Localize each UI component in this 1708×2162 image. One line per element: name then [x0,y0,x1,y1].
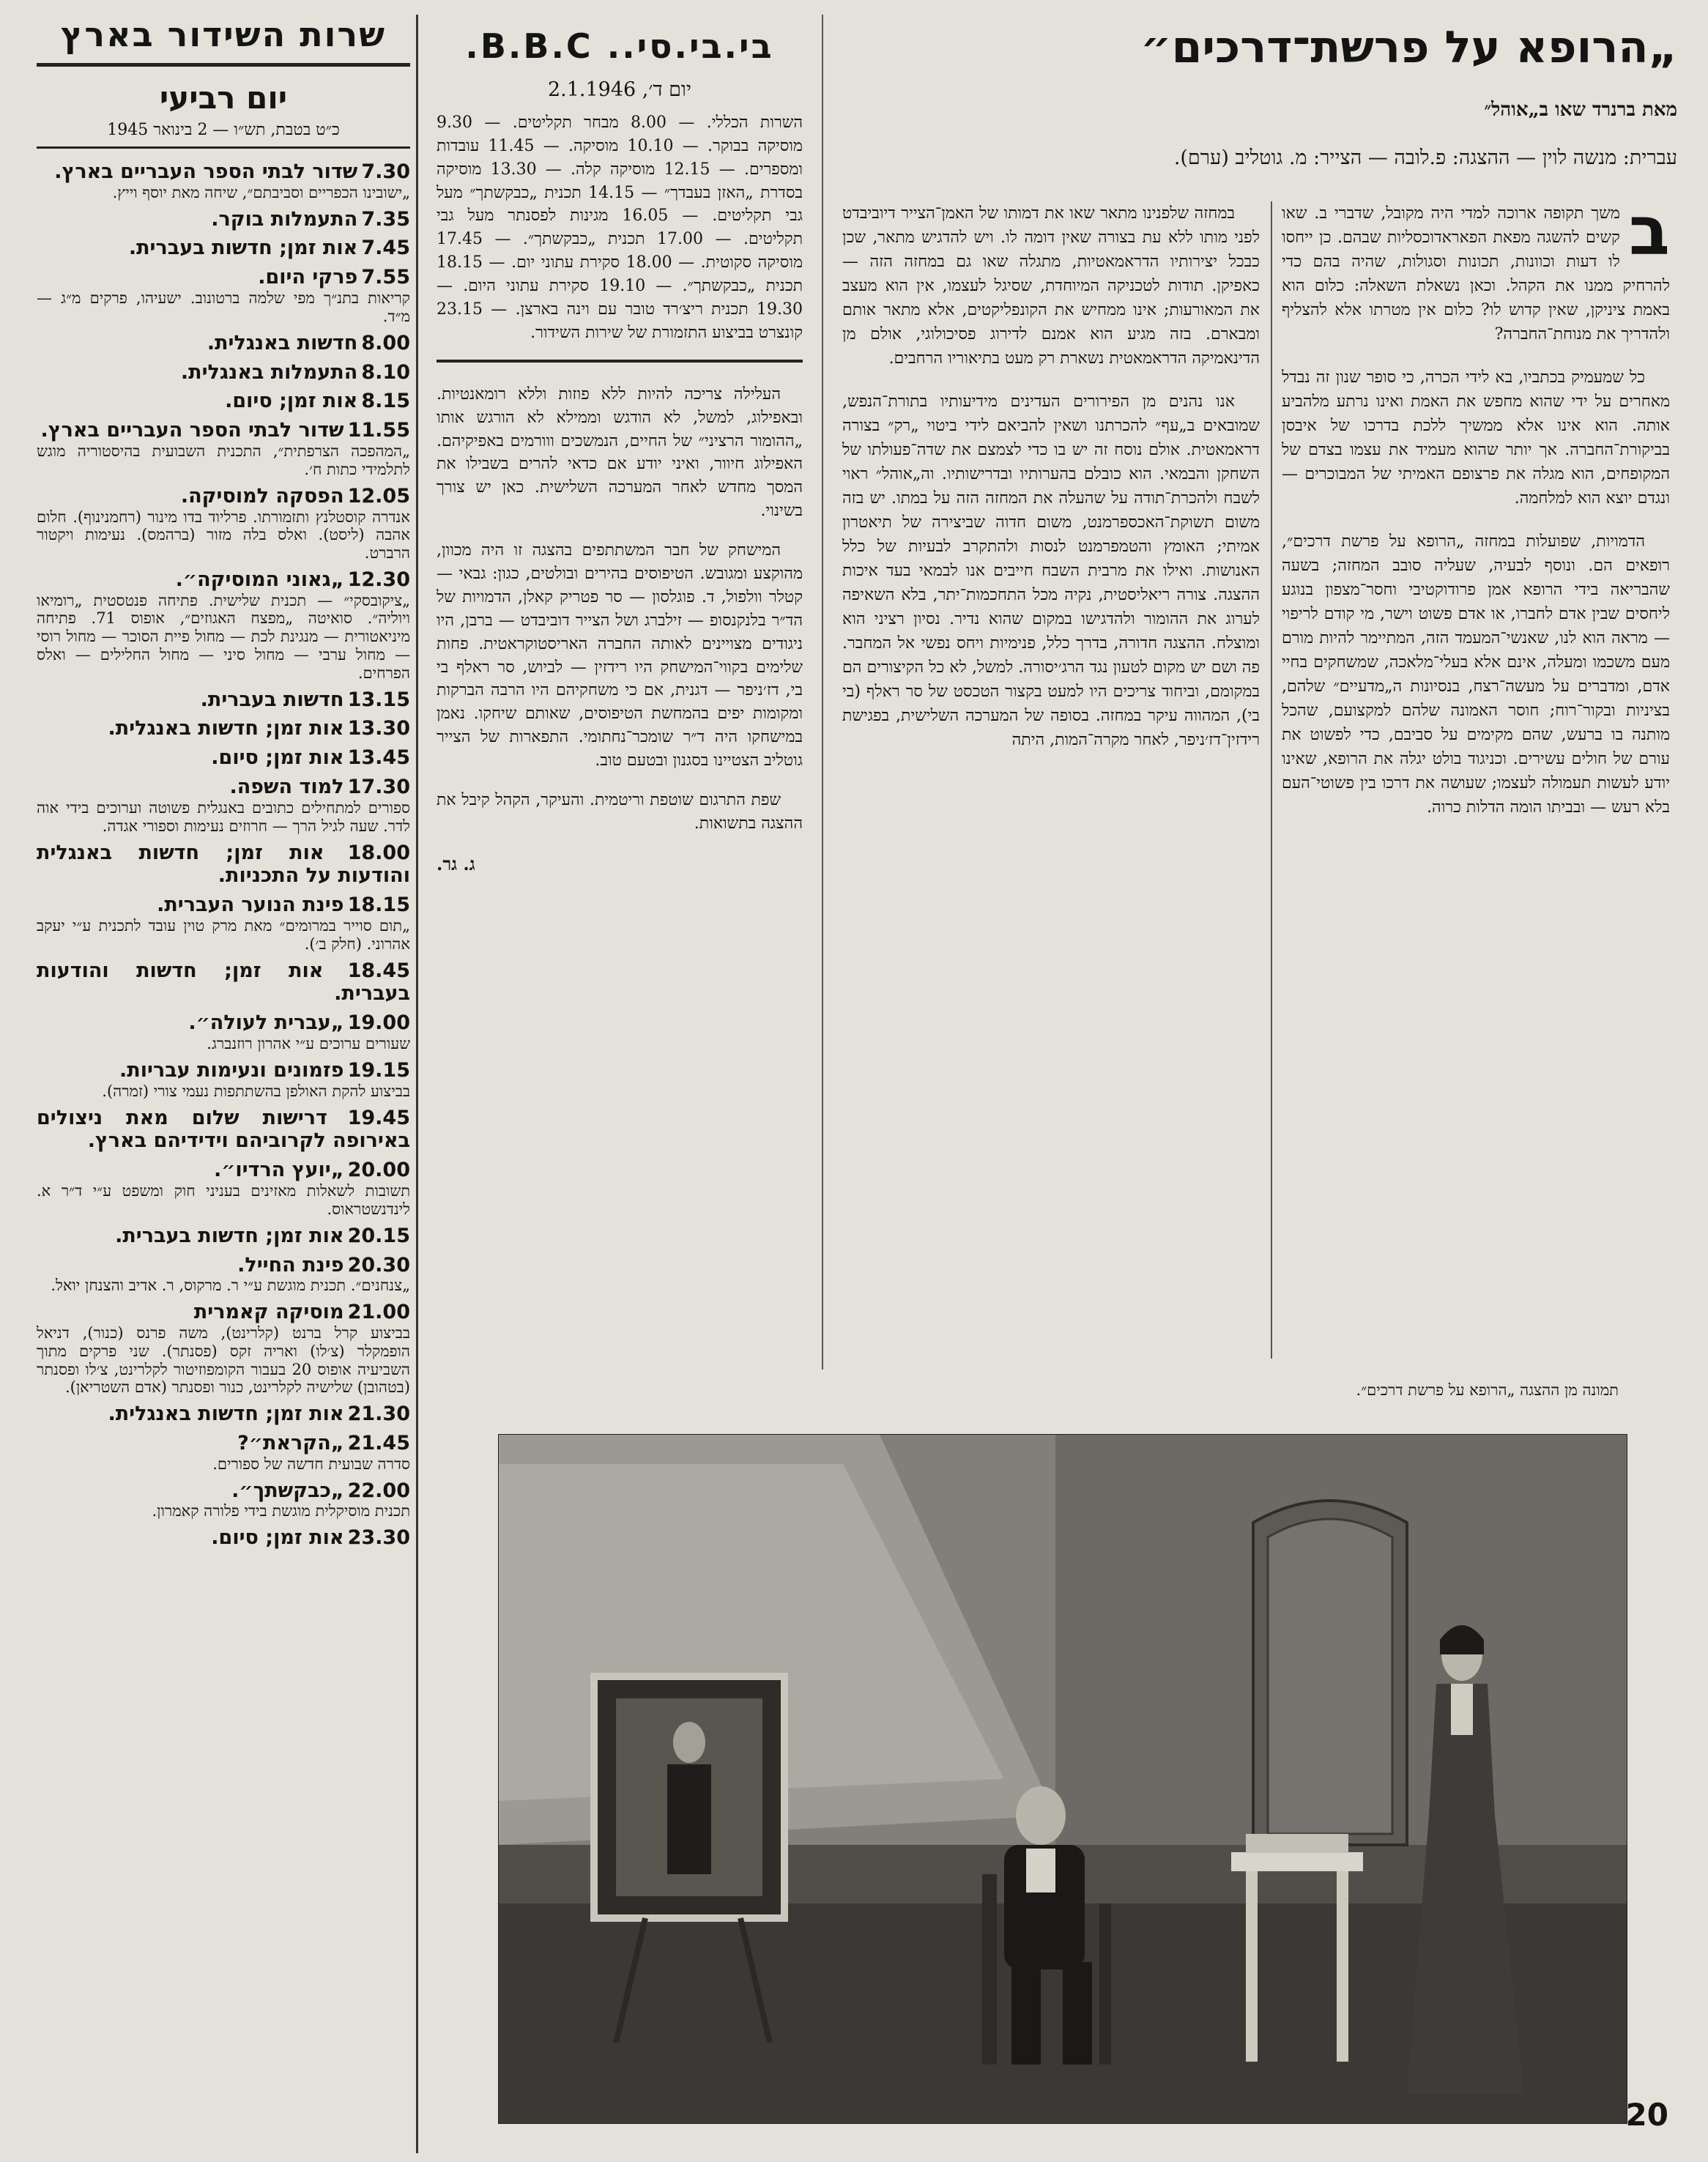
schedule-item-title: פינת החייל. [237,1253,344,1277]
schedule-item-time: 11.55 [347,419,410,442]
schedule-item-time: 13.30 [347,717,410,740]
schedule-item-time: 12.30 [347,568,410,591]
schedule-item [37,1159,410,1218]
photo-caption: תמונה מן ההצגה „הרופא על פרשת דרכים״. [1356,1381,1619,1399]
schedule-item-title: שדור לבתי הספר העבריים בארץ. [40,419,344,442]
schedule-item-title: חדשות בעברית. [200,688,344,711]
schedule-item [37,332,410,355]
schedule-item-time: 8.15 [361,390,410,413]
schedule-item-time: 18.45 [347,959,410,982]
schedule-item-time: 20.15 [347,1224,410,1247]
schedule-item-note: תכנית מוסיקלית מוגשת בידי פלורה קאמרון. [152,1502,410,1520]
schedule-item-title: אות זמן; חדשות באנגלית והודעות על התכניות. [37,841,410,888]
schedule-item-time: 13.45 [347,746,410,770]
schedule-item-time: 19.00 [347,1011,410,1035]
schedule-item-time: 7.35 [361,207,410,231]
schedule-item-time: 20.30 [347,1253,410,1277]
schedule-item-note: ספורים למתחילים כתובים באנגלית פשוטה וערוכים בידי אוה לדר. שעה לגיל הרך — חרוזים נעימות וספורי אגדה. [37,798,410,835]
schedule-item-note: „ישובינו הכפריים וסביבתם״, שיחה מאת יוסף וייץ. [112,183,410,201]
schedule-item-title: התעמלות באנגלית. [180,360,358,384]
article-column-1 [1282,192,1670,839]
schedule-item-title: „גאוני המוסיקה״. [175,568,344,591]
schedule-item [37,1011,410,1053]
article-column-2 [842,201,1260,771]
schedule-item-note: „תום סוייר במרומים״ מאת מרק טוין עובד לתכנית ע״י יעקב אהרוני. (חלק ב׳). [37,917,410,953]
schedule-item-title: פינת הנוער העברית. [157,894,344,917]
schedule-item [37,419,410,478]
schedule-item [37,390,410,413]
schedule-item [37,237,410,260]
schedule-item-title: אות זמן; סיום. [211,1526,344,1550]
page-number: 20 [1625,2097,1668,2133]
schedule-item [37,959,410,1006]
schedule-item [37,361,410,385]
schedule-item-time: 7.30 [361,160,410,183]
schedule-item-title: „עברית לעולה״. [188,1011,344,1035]
section-divider [437,360,803,363]
schedule-item-title: „יועץ הרדיו״. [213,1159,344,1182]
schedule-item [37,208,410,231]
schedule-item-time: 18.15 [347,894,410,917]
schedule-item [37,1526,410,1550]
review-paragraph: שפת התרגום שוטפת וריטמית. והעיקר, הקהל קיבל את ההצגה בתשואות. [437,790,803,833]
schedule-item-title: אות זמן; חדשות והודעות בעברית. [37,959,410,1006]
bbc-program-text: השרות הכללי. — 8.00 מבחר תקליטים. — 9.30 מוסיקה בבוקר. — 10.10 מוסיקה. — 11.45 עובדות ומספרים. — 12.15 מוסיקה קלה. — 13.30 מוסיקה בסדרת „האזן בעבדך״ — 14.15 תכנית „כבקשתך״ מעל גבי תקליטים. — 16.05 מגינות לפסנתר מעל גבי תקליטים. — 17.00 תכנית „כבקשתך״. — 17.45 מוסיקה סקוטית. — 18.00 סקירת עתוני יום. — 18.15 תכנית „כבקשתך״. — 19.10 סקירת עתוני היום. — 19.30 תכנית ריצ׳רד טובר עם וינה בארצן. — 23.15 קונצרט בביצוע התזמורת של שירות השידור. [437,113,803,342]
schedule-item-time: 13.15 [347,688,410,711]
column-divider [416,15,418,2153]
schedule-item-time: 21.30 [347,1403,410,1426]
review-paragraph: המישחק של חבר המשתתפים בהצגה זו היה מכוון, מהוקצע ומגובש. הטיפוסים בהירים ובולטים, כגון: גבאי — קטלר וולפול, ד. פוגלסון — סר פטריק קאלן, הדמויות של הד״ר בלנקנסופ — זילברג ושל הצייר דוביבדט — ברבן, היו ניגודים מצויינים לאותה החברה האריסטוקראטית. פחות שלימים בקווי־המישחק היו רידזין — לביוש, סר ראלף בי בי, דז׳ניפר — דגנית, אם כי משחקיהם היו הרבה הברקות ומקומות יפים בהמחשת הטיפוסים, שאותם שיחקו. נאמן במישחקו היה ד״ר שומכר־נחתומי. התפארות של הצייר גוטליב הצטיינו בסגנון ובטעם טוב. [437,541,803,770]
schedule-item-title: „כבקשתך״. [231,1479,344,1502]
schedule-item-note: תשובות לשאלות מאזינים בעניני חוק ומשפט ע״י ד״ר א. לינדנשטראוס. [37,1182,410,1218]
schedule-item-time: 18.00 [347,841,410,864]
schedule-item-time: 20.00 [347,1159,410,1182]
schedule-item [37,776,410,835]
schedule-item-title: התעמלות בוקר. [211,207,358,231]
schedule-item-time: 8.10 [361,360,410,384]
schedule-day: יום רביעי [159,80,288,116]
bbc-date: יום ד׳, 2.1.1946 [547,78,692,101]
schedule-item [37,568,410,683]
schedule-item-note: קריאות בתנ״ך מפי שלמה ברטונוב. ישעיהו, פרקים מ״ג — מ״ד. [37,289,410,325]
schedule-item [37,1479,410,1521]
schedule-item-title: מוסיקה קאמרית [193,1301,344,1324]
article-paragraph: כל שמעמיק בכתביו, בא לידי הכרה, כי סופר שנון זה נבדל מאחרים על ידי שהוא מחפש את האמת ואינו נרתע מלהביע אותה. הוא אינו אלא ממשיך ללכת בדרכו של איבסן בביקורת־החברה. אך יותר שהוא מעמיד את עצמו בצדם של המקופחים, הוא מגלה את פרצופם האמיתי של המבוכרים — ונגדם יוצא הוא למלחמה. [1282,368,1670,508]
schedule-item-time: 12.05 [347,484,410,508]
schedule-item-time: 19.45 [347,1106,410,1129]
schedule-item [37,1107,410,1154]
schedule-list [37,160,410,1550]
schedule-item-title: פזמונים ונעימות עבריות. [119,1058,344,1082]
schedule-item-title: חדשות באנגלית. [207,331,358,354]
schedule-item-title: אות זמן; חדשות באנגלית. [108,1403,344,1426]
review-continuation [437,383,803,836]
schedule-item-note: שעורים ערוכים ע״י אהרון רוזנברג. [207,1035,410,1053]
schedule-item-note: „המהפכה הצרפתית״, התכנית השבועית בהיסטוריה מוגש לתלמידי כתות ח׳. [37,442,410,478]
article-headline: „הרופא על פרשת־דרכים״ [1140,22,1677,73]
schedule-header: שרות השידור בארץ [37,15,410,67]
schedule-item [37,1403,410,1426]
bbc-column [437,22,803,877]
schedule-item-title: הפסקה למוסיקה. [180,484,344,508]
schedule-item [37,1301,410,1397]
article-paragraph: משך תקופה ארוכה למדי היה מקובל, שדברי ב. שאו קשים להשגה מפאת הפאראדוכסליות שבהם. כן ייחסו לו דעות וכוונות, תכונות וסגולות, שהיה בהם כדי להרחיק ממנו את הקהל. וכאן נשאלת השאלה: כלום הוא באמת ציניקן, שאין קדוש לו? כלום אין מטרתו אלא להצליף ולהדריך את מנוחת־החברה? [1282,204,1670,343]
bbc-title: בי.בי.סי.. B.B.C. [465,26,774,66]
author-signature: ג. גר. [437,852,475,874]
schedule-item-note: אנדרה קוסטלנץ ותזמורתו. פרליוד בדו מינור (רחמנינוף). חלום אהבה (ליסט). ואלס בלה מזור (ברהמס). נעימות ויקטור הרברט. [37,508,410,562]
broadcast-schedule-column [37,15,410,1556]
schedule-item-note: „צנחנים״. תכנית מוגשת ע״י ר. מרקוס, ר. אדיב והצנחן יואל. [51,1277,410,1295]
column-divider [822,15,823,1370]
schedule-item [37,688,410,712]
schedule-item [37,746,410,770]
schedule-item-title: אות זמן; חדשות באנגלית. [108,717,344,740]
column-divider [1271,201,1272,1359]
schedule-item [37,1059,410,1101]
article-paragraph: במחזה שלפנינו מתאר שאו את דמותו של האמן־הצייר דיוביבדט לפני מותו ללא עת בצורה שאין דומה לו. ויש להדגיש מתאר, שכן כבכל יצירותיו הדראמאטיות, מתגלה שאו גם במחזה הזה — כאפיקן. תודות לטכניקה המיוחדת, שסיגל לעצמו, אין הוא מעצב את המאורעות; אינו ממחיש את הקונפליקטים, אלא מתאר אותם ומבארם. בזה מגיע הוא אמנם לדירוג פסיכולוגי, אולם מן הדינאמיקה הדראמאטית נשארת רק מעט בתיאוריו הרחבים. [842,204,1260,368]
schedule-item-time: 21.45 [347,1431,410,1455]
schedule-item-time: 21.00 [347,1301,410,1324]
article-paragraph: הדמויות, שפועלות במחזה „הרופא על פרשת דרכים״, רופאים הם. ונוסף לבעיה, שעליה סובב המחזה; בשעה שהבריאה בידי הרופא אמן פרודוקטיבי וחסר־מצפון בנוגע ליחסים שבין אדם לחברו, או אדם פשוט וישר, מי קודם לריפוי — מראה הוא לנו, שאנשי־המעמד הזה, המתיימר להיות מורם מעם משכמו ומעלה, אינם אלא בעלי־מלאכה, שמשחקים בחיי אדם, ומדברים על מעשה־רצח, בנסיונות ה„מדעיים״ שלהם, בציניות ובקור־רוח; חוסר האמונה שלהם למקצועם, שהכל מותנה בו ברעש, שהם מקימים על סביבם, כדי לפשוט את עורם של חולים עשירים. וכניגוד בולט יגלה את הרופא, שאינו יודע לעשות תעמולה לעצמו; שעושה את דרכו בין פשוטי־העם בלא רעש — ובביתו הומה הדלות כרוה. [1282,532,1670,817]
schedule-item-title: פרקי היום. [258,266,358,289]
article-paragraph: אנו נהנים מן הפירורים העדינים מידיעותיו בתורת־הנפש, שמובאים ב„עף״ להכרתנו ושאין להביאם לידי ביטוי „רק״ בצורה דראמאטית. אולם נוסח זה יש בו כדי לצמצם את שדה־פעולתו של השחקן והבמאי. הוא כובלם בהערותיו ובדרישותיו. וה„אוהל״ ראוי לשבח ולהכרת־תודה על שהעלה את המחזה הזה על במתו. יש בזה משום תשוקת־האכספרמנט, משום חדוה שביצירה של תיאטרון אמיתי; האומץ והטמפרמנט לנסות ולהתקרב לבעיות של כלל האנושות. ואילו את מרבית השבח חייבים אנו לבמאי בעד איכות ההצגה. צורה ריאליסטית, נקיה מכל התחכמות־יתר, בלא השאיפה לערוג את ההומור ולהדגישו במקום שהוא נדיר. נסיון רציני הוא ומוצלח. ההצגה חדורה, בדרך כלל, פנימיות ויחס נפשי אל המחבר. פה ושם יש מקום לטעון נגד הרג׳יסורה. למשל, לא כל הקיצורים הם במקומם, וביחוד צריכים היו למעט בקצור הטכסט של סר ראלף (בי בי), המהווה עיקר במחזה. בסופה של המערכה השלישית, בפגישת רידזין־דז׳ניפר, לאחר מקרה־המות, היתה [842,393,1260,749]
drop-cap: ב [1628,192,1670,270]
schedule-item-title: דרישות שלום מאת ניצולים באירופה לקרוביהם וידידיהם בארץ. [37,1106,410,1153]
schedule-item [37,485,410,562]
schedule-item [37,894,410,953]
schedule-item-note: בביצוע להקת האולפן בהשתתפות נעמי צורי (זמרה). [102,1082,410,1100]
schedule-item-title: למוד השפה. [229,776,344,799]
stage-photo [498,1434,1627,2124]
stage-scene-illustration [499,1435,1627,2123]
schedule-item-title: אות זמן; חדשות בעברית. [115,1224,344,1247]
schedule-item [37,1254,410,1296]
schedule-item [37,266,410,325]
schedule-item [37,842,410,888]
schedule-item-time: 7.55 [361,266,410,289]
schedule-item-note: „ציקובסקי״ — תכנית שלישית. פתיחה פנטסטית „רומיאו ויוליה״. סואיטה „מפצח האגוזים״, אופוס 71. פתיחה מיניאטורית — מנגינת לכת — מחול פיית הסוכר — מחול רוסי — מחול ערבי — מחול סיני — מחול החלילים — ואלס הפרחים. [37,591,410,682]
schedule-item [37,1225,410,1248]
schedule-item-title: שדור לבתי הספר העבריים בארץ. [54,160,358,183]
schedule-item-title: „הקראת״? [237,1431,344,1455]
schedule-item-title: אות זמן; סיום. [225,390,358,413]
schedule-item [37,717,410,740]
schedule-item-note: סדרה שבועית חדשה של ספורים. [212,1455,410,1473]
schedule-item-time: 17.30 [347,776,410,799]
schedule-item-note: בביצוע קרל ברנט (קלרינט), משה פרנס (כנור), דניאל הופמקלר (צ׳לו) ואריה זקס (פסנתר). שני פרקים מתוך השביעיה אופוס 20 בעבור הקומפוזיטור לקלרינט, צ׳לו ופסנתר (בטהובן) שלישיה לקלרינט, כנור ופסנתר (אדם השטריאן). [37,1324,410,1397]
schedule-item [37,1432,410,1474]
schedule-item-time: 22.00 [347,1479,410,1502]
schedule-item-time: 19.15 [347,1058,410,1082]
article-credits: עברית: מנשה לוין — ההצגה: פ.לובה — הצייר: מ. גוטליב (ערם). [1173,146,1677,169]
review-paragraph: העלילה צריכה להיות ללא פוזות וללא רומאנטיות. ובאפילוג, למשל, לא הודגש וממילא לא הורגש אותו „ההומור הרציני״ של החיים, הנמשכים ווורמים באפיקיהם. האפילוג חיוור, ואיני יודע אם כדאי להרים בשבילו את המסך מחדש לאחר המערכה השלישית. כאן יש צורך בשינוי. [437,385,803,521]
article-byline: מאת ברנרד שאו ב„אוהל״ [1484,99,1677,121]
schedule-item-title: אות זמן; חדשות בעברית. [128,237,358,260]
schedule-item-title: אות זמן; סיום. [211,746,344,770]
schedule-date: כ״ט בטבת, תש״ו — 2 בינואר 1945 [37,120,410,149]
schedule-item-time: 8.00 [361,331,410,354]
schedule-item-time: 7.45 [361,237,410,260]
schedule-item-time: 23.30 [347,1526,410,1550]
schedule-item [37,160,410,202]
